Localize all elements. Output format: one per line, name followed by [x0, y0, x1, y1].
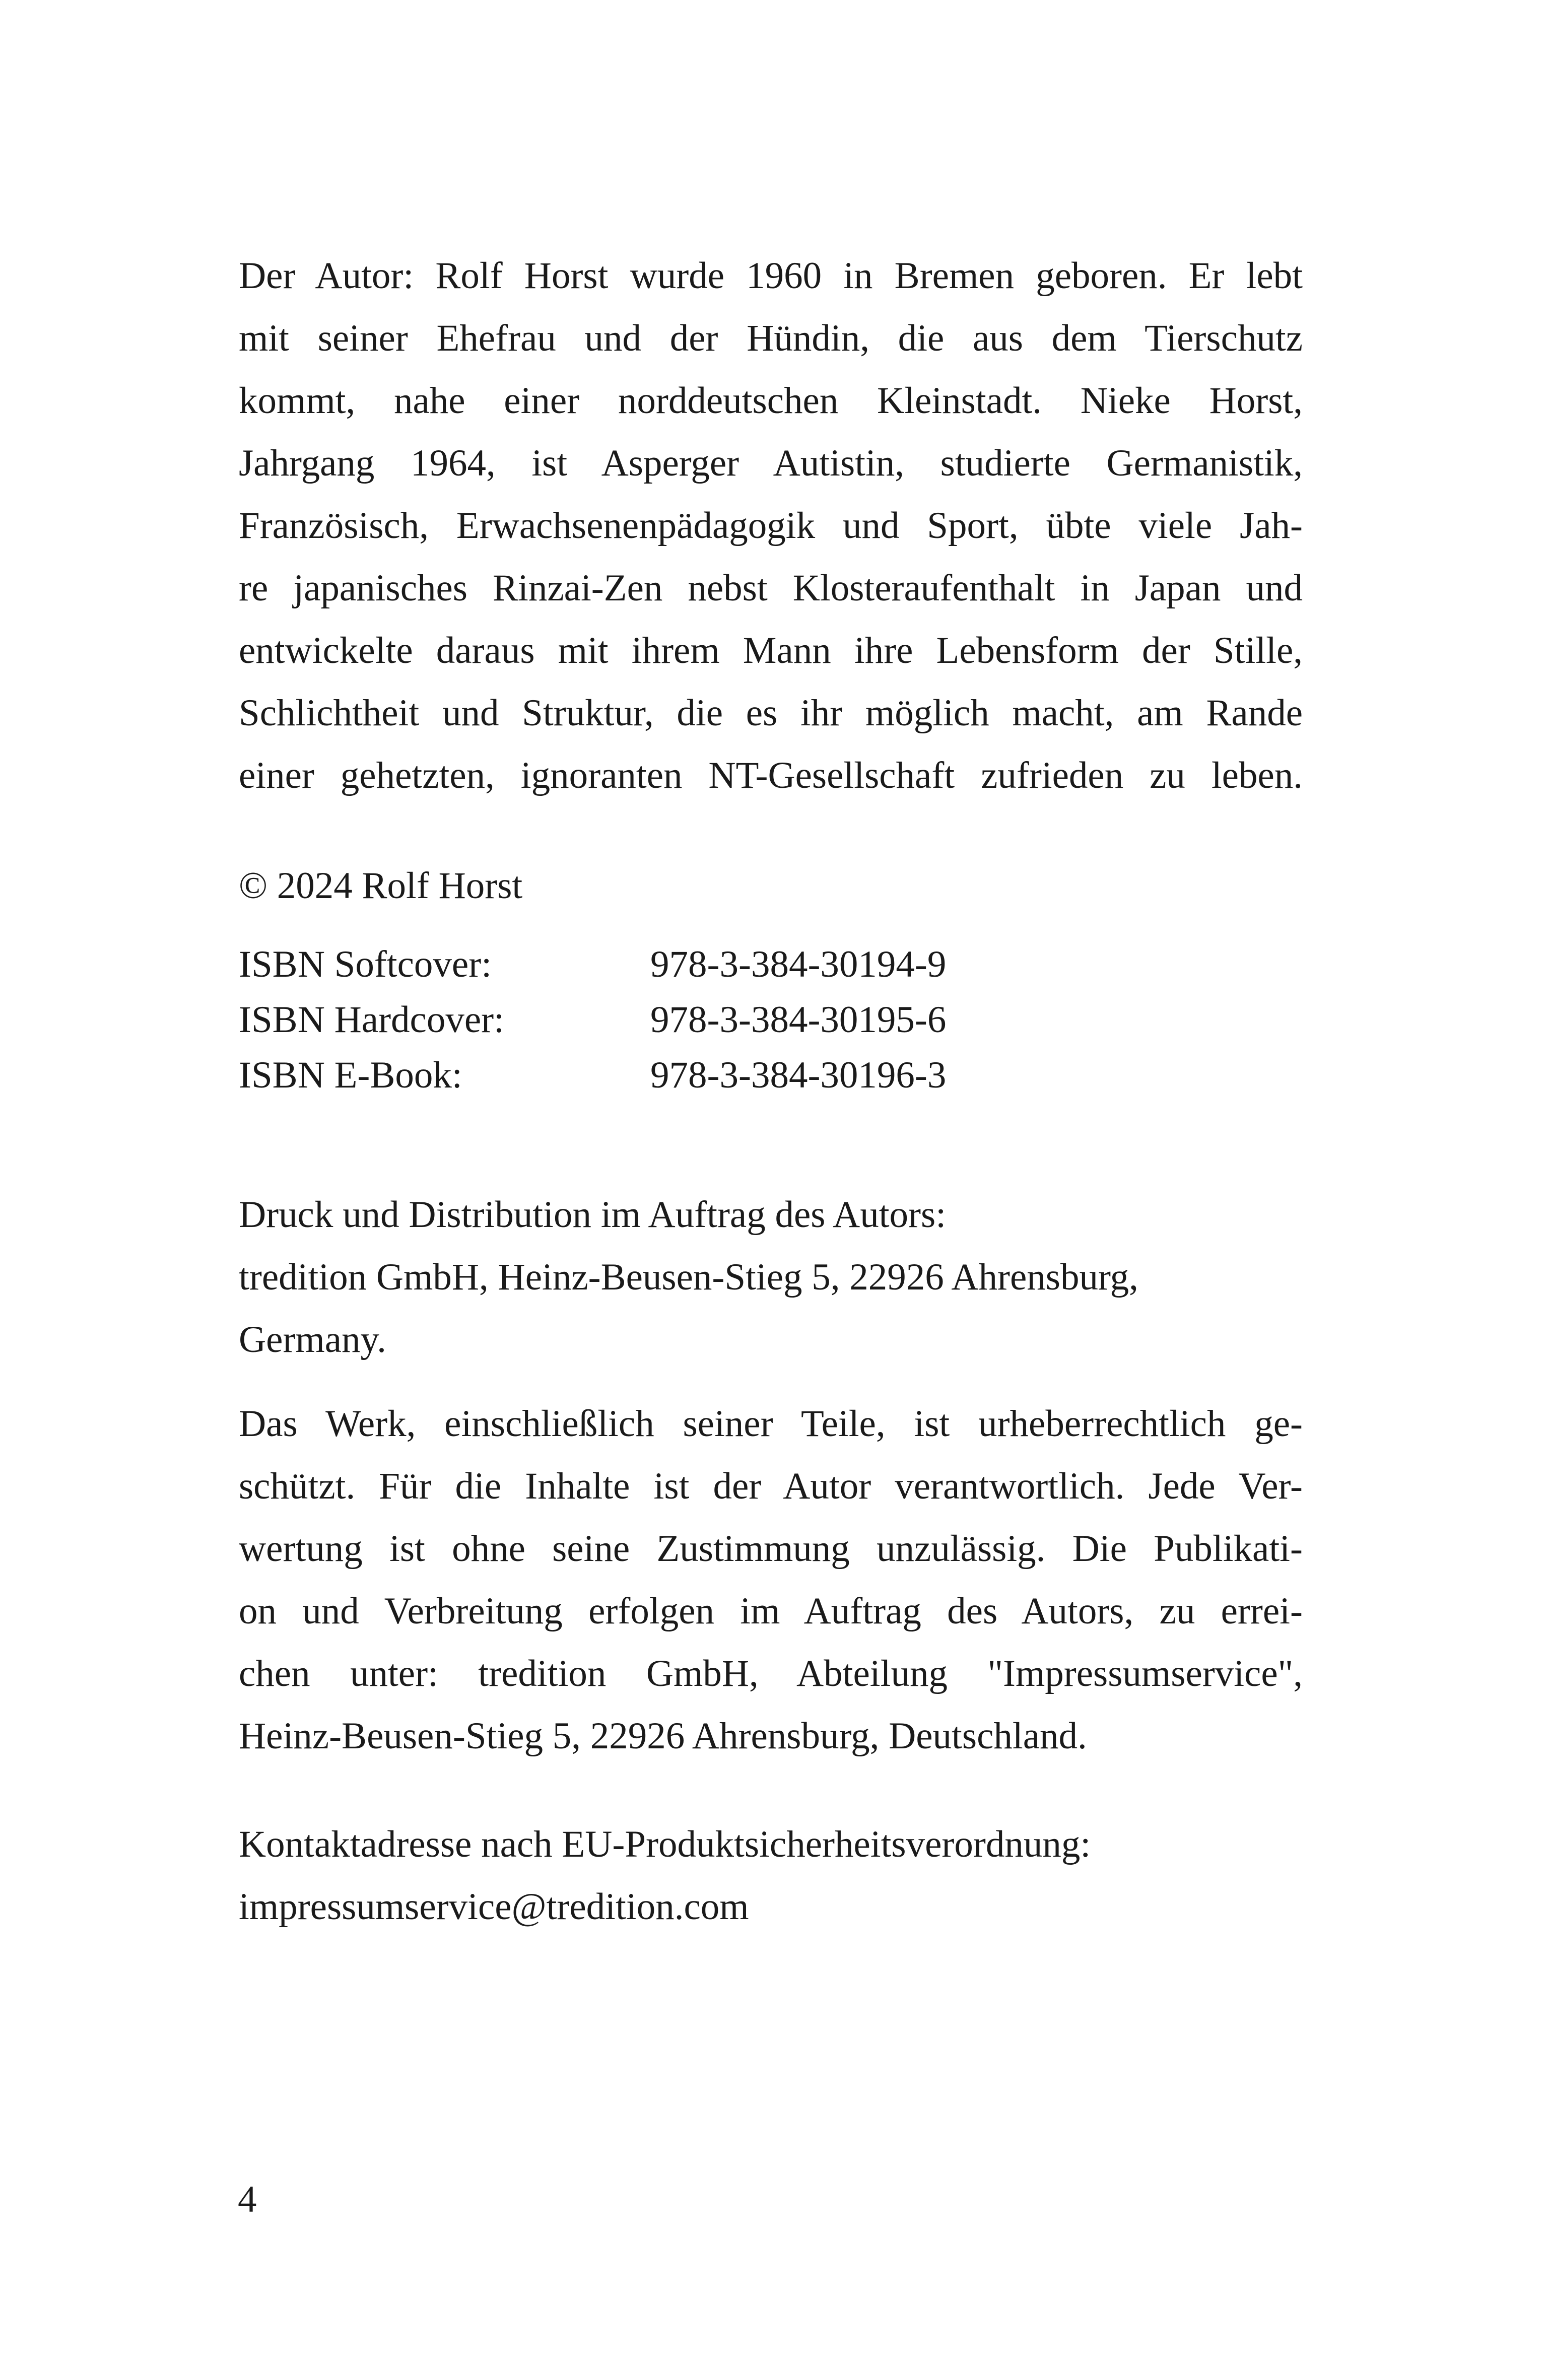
legal-line: wertung ist ohne seine Zustimmung unzulässig. Die Publikati- — [239, 1528, 1303, 1570]
bio-line: entwickelte daraus mit ihrem Mann ihre Lebensform der Stille, — [239, 630, 1303, 671]
bio-line: Französisch, Erwachsenenpädagogik und Sport, übte viele Jah- — [239, 505, 1303, 547]
printer-line: Germany. — [239, 1319, 386, 1361]
isbn-value: 978-3-384-30195-6 — [650, 999, 947, 1041]
copyright-notice — [239, 855, 1303, 917]
isbn-row-ebook — [239, 1048, 1303, 1103]
isbn-label: ISBN E-Book: — [239, 1054, 462, 1096]
isbn-row-softcover — [239, 937, 1303, 992]
copyright-text: © 2024 Rolf Horst — [239, 865, 523, 907]
bio-line: kommt, nahe einer norddeutschen Kleinstadt. Nieke Horst, — [239, 380, 1303, 422]
bio-line: Schlichtheit und Struktur, die es ihr möglich macht, am Rande — [239, 692, 1303, 734]
isbn-value: 978-3-384-30196-3 — [650, 1054, 947, 1096]
isbn-label: ISBN Softcover: — [239, 943, 492, 985]
contact-info — [239, 1813, 1303, 1938]
printer-line: Druck und Distribution im Auftrag des Autors: — [239, 1194, 947, 1236]
page-number: 4 — [238, 2179, 257, 2220]
isbn-label: ISBN Hardcover: — [239, 999, 504, 1041]
bio-line: einer gehetzten, ignoranten NT-Gesellschaft zufrieden zu leben. — [239, 755, 1303, 796]
printer-line: tredition GmbH, Heinz-Beusen-Stieg 5, 22926 Ahrensburg, — [239, 1256, 1138, 1298]
legal-line: Das Werk, einschließlich seiner Teile, ist urheberrechtlich ge- — [239, 1403, 1303, 1445]
legal-line: Heinz-Beusen-Stieg 5, 22926 Ahrensburg, Deutschland. — [239, 1715, 1087, 1757]
printer-info — [239, 1184, 1303, 1371]
legal-line: chen unter: tredition GmbH, Abteilung "Impressumservice", — [239, 1653, 1303, 1694]
legal-line: on und Verbreitung erfolgen im Auftrag des Autors, zu errei- — [239, 1590, 1303, 1632]
isbn-list — [239, 937, 1303, 1103]
author-bio-paragraph — [239, 245, 1303, 807]
bio-line: Der Autor: Rolf Horst wurde 1960 in Bremen geboren. Er lebt — [239, 255, 1303, 297]
bio-line: Jahrgang 1964, ist Asperger Autistin, studierte Germanistik, — [239, 442, 1303, 484]
legal-notice-paragraph — [239, 1393, 1303, 1767]
isbn-value: 978-3-384-30194-9 — [650, 943, 947, 985]
legal-line: schützt. Für die Inhalte ist der Autor verantwortlich. Jede Ver- — [239, 1465, 1303, 1507]
contact-line: Kontaktadresse nach EU-Produktsicherheitsverordnung: — [239, 1823, 1091, 1865]
bio-line: mit seiner Ehefrau und der Hündin, die aus dem Tierschutz — [239, 317, 1303, 359]
bio-line: re japanisches Rinzai-Zen nebst Klosteraufenthalt in Japan und — [239, 567, 1303, 609]
isbn-row-hardcover — [239, 992, 1303, 1048]
contact-email: impressumservice@tredition.com — [239, 1886, 749, 1928]
